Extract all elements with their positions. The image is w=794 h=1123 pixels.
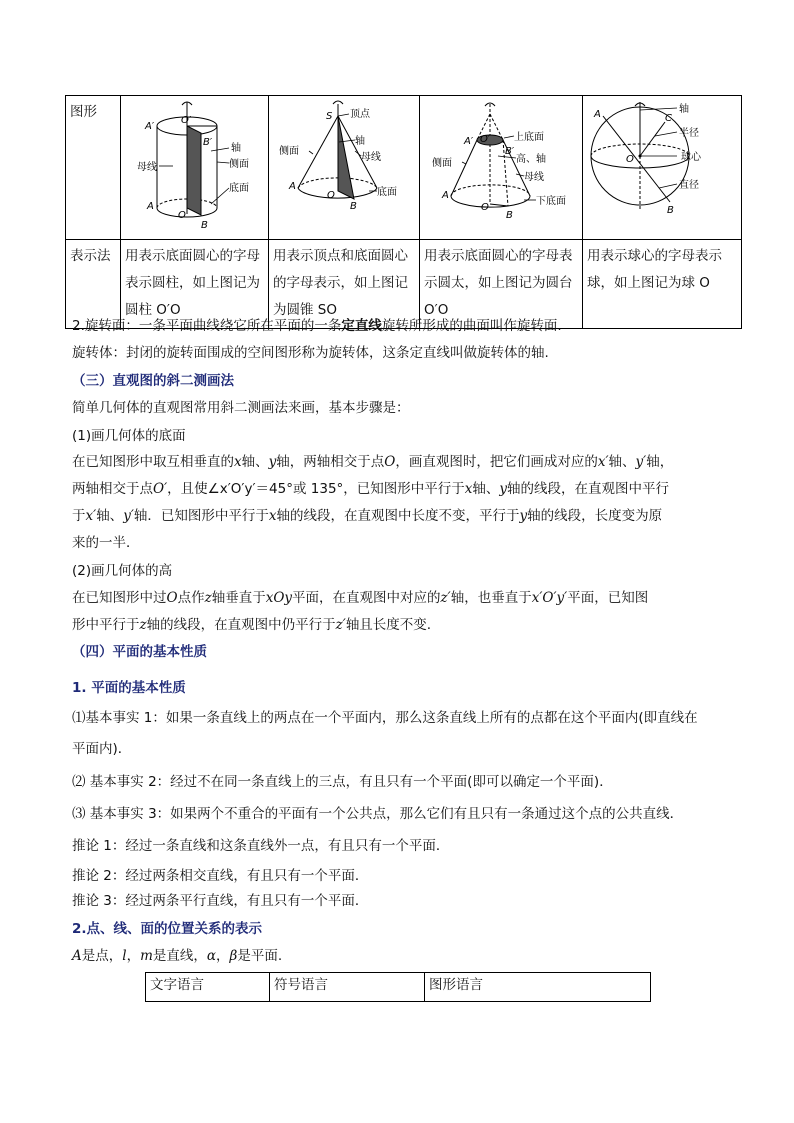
col-graphic-language: 图形语言 <box>425 973 651 1002</box>
cone-label-o: O <box>327 190 335 201</box>
frustum-figure-cell <box>420 96 583 240</box>
cyl-label-o1: O′ <box>181 115 192 126</box>
corollary-2: 推论 2：经过两条相交直线，有且只有一个平面． <box>72 868 369 884</box>
language-table <box>145 972 651 1002</box>
rotation-body-definition: 旋转体：封闭的旋转面围成的空间图形称为旋转体，这条定直线叫做旋转体的轴. <box>72 345 549 361</box>
fixed-line-term: 定直线 <box>341 318 382 334</box>
sphere-label-a: A <box>594 109 601 120</box>
axiom-3: ⑶ 基本事实 3：如果两个不重合的平面有一个公共点，那么它们有且只有一条通过这个点的公共直线． <box>72 806 684 822</box>
symbols-definition: A是点，l，m是直线，α，β是平面. <box>72 948 283 964</box>
corollary-3: 推论 3：经过两条平行直线，有且只有一个平面． <box>72 893 369 909</box>
step-2-heading: (2)画几何体的高 <box>72 563 173 579</box>
cone-diagram <box>269 96 418 232</box>
sphere-label-radius: 半径 <box>679 128 699 139</box>
row-label-figure: 图形 <box>66 96 121 240</box>
cone-label-b: B <box>350 201 357 212</box>
cone-label-axis: 轴 <box>355 136 365 147</box>
oblique-intro: 简单几何体的直观图常用斜二测画法来画，基本步骤是： <box>72 400 410 416</box>
frustum-label-top: 上底面 <box>514 132 544 143</box>
step-1-line-4: 来的一半． <box>72 535 140 551</box>
cyl-label-axis: 轴 <box>231 143 241 154</box>
section-heading-oblique: （三）直观图的斜二测画法 <box>72 373 234 389</box>
step-1-line-2: 两轴相交于点O′，且使∠x′O′y′＝45°或 135°，已知图形中平行于x轴、y轴的线段，在直观图中平行 <box>72 481 670 497</box>
cone-label-base: 底面 <box>377 187 397 198</box>
section-heading-plane: （四）平面的基本性质 <box>72 644 207 660</box>
frustum-label-o1: O′ <box>480 134 491 145</box>
row-label-notation: 表示法 <box>66 240 121 329</box>
solids-table <box>65 95 742 329</box>
cyl-label-b: B <box>201 220 208 231</box>
cone-label-bus: 母线 <box>361 152 381 163</box>
heading-position-notation: 2.点、线、面的位置关系的表示 <box>72 921 263 937</box>
step-2-line-2: 形中平行于z轴的线段，在直观图中仍平行于z′轴且长度不变. <box>72 617 432 633</box>
frustum-label-bus: 母线 <box>524 172 544 183</box>
cylinder-figure-cell <box>121 96 269 240</box>
cone-figure-cell <box>269 96 420 240</box>
cone-label-s: S <box>326 111 333 122</box>
cyl-label-a: A <box>147 201 154 212</box>
cyl-label-b1: B′ <box>203 137 213 148</box>
axiom-1-cont: 平面内)． <box>72 741 132 757</box>
sphere-label-axis: 轴 <box>679 104 689 115</box>
cone-notation: 用表示顶点和底面圆心的字母表示，如上图记为圆锥 SO <box>269 240 420 329</box>
frustum-label-o: O <box>481 202 489 213</box>
sphere-figure-cell <box>583 96 742 240</box>
frustum-label-a1: A′ <box>464 136 474 147</box>
frustum-label-b1: B′ <box>505 146 515 157</box>
step-1-line-1: 在已知图形中取互相垂直的x轴、y轴，两轴相交于点O，画直观图时，把它们画成对应的x′轴、y′轴， <box>72 454 674 470</box>
axiom-1: ⑴基本事实 1：如果一条直线上的两点在一个平面内，那么这条直线上所有的点都在这个平面内(即直线在 <box>72 710 698 726</box>
sphere-label-o: O <box>626 154 634 165</box>
cyl-label-o: O <box>178 210 186 221</box>
frustum-label-bottom: 下底面 <box>536 196 566 207</box>
axiom-2: ⑵ 基本事实 2：经过不在同一条直线上的三点，有且只有一个平面(即可以确定一个平面)． <box>72 774 613 790</box>
cone-label-a: A <box>289 181 296 192</box>
sphere-label-center: 球心 <box>681 152 701 163</box>
corollary-1: 推论 1：经过一条直线和这条直线外一点，有且只有一个平面． <box>72 838 450 854</box>
rotation-surface-definition: 2.旋转面：一条平面曲线绕它所在平面的一条定直线旋转所形成的曲面叫作旋转面. <box>72 318 562 334</box>
cyl-label-a1: A′ <box>145 121 155 132</box>
col-symbol-language: 符号语言 <box>270 973 425 1002</box>
frustum-label-height-axis: 高、轴 <box>516 154 546 165</box>
step-2-line-1: 在已知图形中过O点作z轴垂直于xOy平面，在直观图中对应的z′轴，也垂直于x′O′y′平面，已知图 <box>72 590 649 606</box>
frustum-notation: 用表示底面圆心的字母表示圆太，如上图记为圆台 O′O <box>420 240 583 329</box>
heading-plane-properties: 1. 平面的基本性质 <box>72 680 186 696</box>
sphere-diagram <box>583 96 740 232</box>
cone-label-apex: 顶点 <box>350 109 370 120</box>
cylinder-notation: 用表示底面圆心的字母表示圆柱，如上图记为圆柱 O′O <box>121 240 269 329</box>
cyl-label-base: 底面 <box>229 183 249 194</box>
sphere-notation: 用表示球心的字母表示球，如上图记为球 O <box>583 240 742 329</box>
step-1-heading: (1)画几何体的底面 <box>72 428 186 444</box>
cyl-label-side: 侧面 <box>229 159 249 170</box>
frustum-label-a: A <box>442 190 449 201</box>
frustum-label-b: B <box>506 210 513 221</box>
cone-label-side: 侧面 <box>279 146 299 157</box>
frustum-label-side: 侧面 <box>432 158 452 169</box>
cylinder-diagram <box>121 96 267 232</box>
col-text-language: 文字语言 <box>146 973 270 1002</box>
cyl-label-bus: 母线 <box>137 162 157 173</box>
sphere-label-b: B <box>667 205 674 216</box>
frustum-diagram <box>420 96 581 232</box>
sphere-label-c: C <box>665 113 672 124</box>
sphere-label-diameter: 直径 <box>679 180 699 191</box>
step-1-line-3: 于x′轴、y′轴．已知图形中平行于x轴的线段，在直观图中长度不变，平行于y轴的线段，长度变为原 <box>72 508 663 524</box>
